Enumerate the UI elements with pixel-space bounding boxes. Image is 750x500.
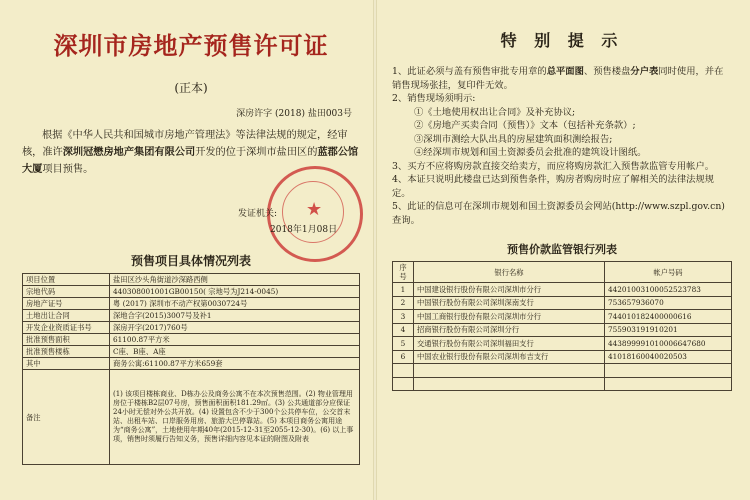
bank-account <box>605 364 732 378</box>
page-fold <box>373 0 377 500</box>
issuer-block <box>22 196 360 244</box>
bank-name: 中国银行股份有限公司深圳深南支行 <box>414 296 605 310</box>
field-label: 土地出让合同 <box>23 310 110 322</box>
bank-table-title: 预售价款监管银行列表 <box>507 243 617 256</box>
bank-name <box>414 377 605 391</box>
bank-index: 2 <box>393 296 414 310</box>
bank-name: 中国工商银行股份有限公司深圳市分行 <box>414 310 605 324</box>
bank-index: 5 <box>393 337 414 351</box>
item-text: 此证必须与盖有预售审批专用章的 <box>407 66 547 77</box>
table-row <box>23 358 360 370</box>
item-emphasis: 分户表 <box>630 66 659 77</box>
permit-title: 深圳市房地产预售许可证 <box>53 31 329 60</box>
table-row <box>393 364 732 378</box>
statement-part: 项目预售。 <box>42 164 94 175</box>
table-row <box>23 346 360 358</box>
bank-table <box>392 261 732 391</box>
item-text: ②《房地产买卖合同（预售）》文本（包括补充条款）; <box>414 120 636 131</box>
col-header: 帐户号码 <box>605 262 732 283</box>
bank-name: 中国建设银行股份有限公司深圳市分行 <box>414 283 605 297</box>
item-text: 销售现场须明示: <box>407 93 476 104</box>
bank-account: 753657936070 <box>605 296 732 310</box>
bank-index: 3 <box>393 310 414 324</box>
field-label: 其中 <box>23 358 110 370</box>
bank-index: 1 <box>393 283 414 297</box>
field-value: C座、B座、A座 <box>110 346 360 358</box>
bank-account: 41018160040020503 <box>605 350 732 364</box>
table-row <box>23 286 360 298</box>
item-text: 、预售楼盘 <box>583 66 631 77</box>
notice-item <box>392 160 732 174</box>
notice-item <box>392 200 732 227</box>
notice-item <box>392 92 732 106</box>
issuer-label: 发证机关: <box>238 209 278 219</box>
table-row <box>23 274 360 286</box>
item-text: ④经深圳市规划和国土资源委员会批准的建筑设计图纸。 <box>414 147 647 158</box>
bank-name <box>414 364 605 378</box>
bank-account: 755903191910201 <box>605 323 732 337</box>
developer-name: 深圳冠懋房地产集团有限公司 <box>62 146 196 158</box>
notes-text: (1) 该项目楼栋商业、D栋办公及商务公寓不在本次预售范围。(2) 物业管理用房位于楼栋B2层07号房，预售面积面积181.29㎡。(3) 公共通道部分应保证24小时无偿对外公共开放。(4) 设置包含不少于300个公共停车位，公交首末站、出租车站、口岸服务用房、旅游大巴停靠站。(5) 本项目商务公寓用途为“商务公寓”，土地使用年期40年(2015-12-31至2055-12-30)。(6) 以上事项，销售时须履行告知义务，预售详细内容见本证的附图及附表 <box>110 370 360 465</box>
bank-account: 443899991010006647680 <box>605 337 732 351</box>
item-number: 3、 <box>392 160 408 172</box>
item-emphasis: 总平面图 <box>546 66 584 77</box>
issue-date: 2018年1月08日 <box>270 225 338 235</box>
field-value: 61100.87平方米 <box>110 334 360 346</box>
table-row <box>393 337 732 351</box>
statement-part: 开发的位于深圳市盐田区的 <box>195 147 318 158</box>
bank-index: 6 <box>393 350 414 364</box>
bank-index: 4 <box>393 323 414 337</box>
right-page <box>392 18 732 391</box>
item-text: 同时使用，并在销售现场张挂，复印件无效。 <box>392 66 724 91</box>
table-row <box>393 377 732 391</box>
field-value: 商务公寓:61100.87平方米659套 <box>110 358 360 370</box>
table-row <box>23 310 360 322</box>
project-name: 蓝郡公馆大厦 <box>22 146 359 175</box>
notice-item <box>392 65 732 92</box>
table-row <box>23 370 360 465</box>
table-row <box>393 296 732 310</box>
item-text: ③深圳市测绘大队出具的房屋建筑面积测绘报告; <box>414 133 613 145</box>
field-label: 批准预售面积 <box>23 334 110 346</box>
field-value: 440308001001GB00150( 宗地号为J214-0045) <box>110 286 360 298</box>
col-header: 银行名称 <box>414 262 605 283</box>
bank-account: 744010182400000616 <box>605 310 732 324</box>
table-row <box>393 310 732 324</box>
item-text: ①《土地使用权出让合同》及补充协议; <box>414 106 576 118</box>
left-page <box>22 18 360 465</box>
table-header-row <box>393 262 732 283</box>
project-table-title: 预售项目具体情况列表 <box>130 254 251 268</box>
permit-number: 深房许字 (2018) 盐田003号 <box>236 109 352 119</box>
item-number: 5、 <box>392 201 408 212</box>
item-number: 4、 <box>392 174 408 185</box>
item-number: 1、 <box>392 66 408 77</box>
field-value: 粤 (2017) 深圳市不动产权第0030724号 <box>110 298 360 310</box>
notice-item <box>392 146 732 160</box>
field-label: 宗地代码 <box>23 286 110 298</box>
notice-item <box>392 173 732 200</box>
field-value: 深地合字(2015)3007号及补1 <box>110 310 360 322</box>
table-row <box>23 334 360 346</box>
item-text: 买方不应将购房款直接交给卖方，而应将购房款汇入预售款监管专用帐户。 <box>407 160 715 172</box>
official-seal: ★ <box>267 166 363 262</box>
notice-list <box>392 65 732 227</box>
bank-name: 中国农业银行股份有限公司深圳布吉支行 <box>414 350 605 364</box>
project-table <box>22 273 360 465</box>
notice-item <box>392 133 732 147</box>
table-row <box>393 350 732 364</box>
notice-title: 特 别 提 示 <box>500 31 624 50</box>
field-value: 盐田区沙头角街道沙深路西侧 <box>110 274 360 286</box>
bank-index <box>393 377 414 391</box>
table-row <box>23 322 360 334</box>
table-row <box>393 323 732 337</box>
bank-account: 44201003100052523783 <box>605 283 732 297</box>
col-header: 序号 <box>393 262 414 283</box>
field-label: 开发企业资质证书号 <box>23 322 110 334</box>
permit-subtitle: (正本) <box>174 81 208 95</box>
bank-account <box>605 377 732 391</box>
notice-item <box>392 119 732 133</box>
item-text: 此证的信息可在深圳市规划和国土资源委员会网站(http://www.szpl.gov.cn)查询。 <box>392 201 725 226</box>
field-label: 批准预售楼栋 <box>23 346 110 358</box>
table-row <box>23 298 360 310</box>
item-number: 2、 <box>392 93 408 104</box>
notes-label: 备注 <box>23 370 110 465</box>
item-text: 本证只说明此楼盘已达到预售条件，购房者购房时应了解相关的法律法规规定。 <box>392 174 715 199</box>
table-row <box>393 283 732 297</box>
notice-item <box>392 106 732 120</box>
bank-name: 招商银行股份有限公司深圳分行 <box>414 323 605 337</box>
field-label: 项目位置 <box>23 274 110 286</box>
field-label: 房地产证号 <box>23 298 110 310</box>
bank-index <box>393 364 414 378</box>
field-value: 深房开字(2017)760号 <box>110 322 360 334</box>
statement-part: 根据《中华人民共和国城市房地产管理法》等法律法规的规定，经审核，准许 <box>22 130 348 158</box>
bank-name: 交通银行股份有限公司深圳福田支行 <box>414 337 605 351</box>
